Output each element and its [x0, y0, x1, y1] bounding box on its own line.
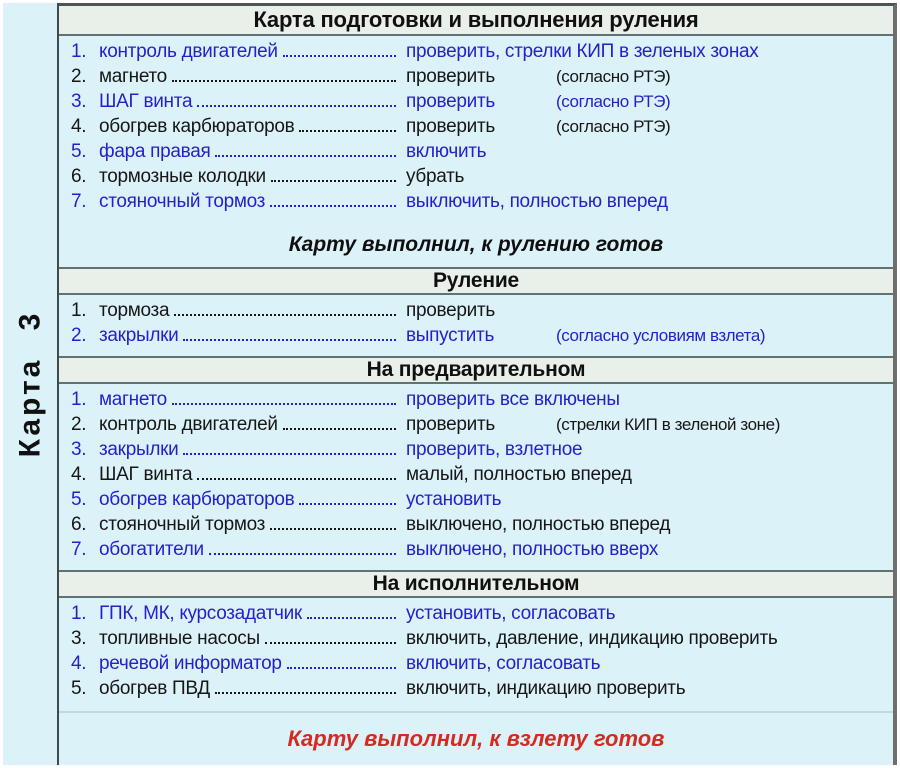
item-left-cell [71, 64, 406, 89]
item-number: 6. [71, 514, 87, 535]
item-label: закрылки [99, 325, 179, 346]
item-note: (согласно РТЭ) [556, 117, 671, 136]
item-left-cell [71, 437, 406, 462]
item-action: проверить [406, 116, 495, 137]
item-action: включить, согласовать [406, 653, 601, 674]
item-number: 1. [71, 300, 87, 321]
dots-leader [183, 339, 396, 341]
item-note: (согласно условиям взлета) [556, 326, 766, 345]
checklist-item [59, 39, 893, 64]
dots-leader [215, 692, 396, 694]
checklist-item [59, 298, 893, 323]
item-note: (стрелки КИП в зеленой зоне) [556, 415, 780, 434]
item-label: стояночный тормоз [99, 191, 266, 212]
checklist-item [59, 189, 893, 214]
item-action: включить, давление, индикацию проверить [406, 628, 778, 649]
checklist-item [59, 462, 893, 487]
checklist-item [59, 412, 893, 437]
card-sidebar [3, 3, 59, 765]
checklist-item [59, 164, 893, 189]
dots-leader [174, 314, 396, 316]
item-number: 1. [71, 603, 87, 624]
section-items [59, 36, 893, 222]
section-footer: Карту выполнил, к взлету готов [59, 711, 893, 762]
dots-leader [270, 528, 396, 530]
item-number: 1. [71, 41, 87, 62]
item-label: ШАГ винта [99, 464, 193, 485]
item-action: проверить [406, 300, 495, 321]
checklist-item [59, 676, 893, 701]
item-action: включить [406, 141, 487, 162]
checklist-item [59, 64, 893, 89]
item-number: 5. [71, 489, 87, 510]
item-left-cell [71, 537, 406, 562]
section-footer: Карту выполнил, к рулению готов [288, 233, 664, 256]
checklist-item [59, 626, 893, 651]
dots-leader [287, 667, 396, 669]
checklist-main [59, 3, 897, 765]
item-left-cell [71, 189, 406, 214]
item-label: тормозные колодки [99, 166, 266, 187]
item-number: 2. [71, 66, 87, 87]
checklist-item [59, 323, 893, 348]
dots-leader [265, 642, 396, 644]
dots-leader [172, 80, 396, 82]
checklist-item [59, 139, 893, 164]
item-action: проверить [406, 414, 495, 435]
item-label: топливные насосы [99, 628, 260, 649]
item-left-cell [71, 323, 406, 348]
dots-leader [299, 503, 396, 505]
item-action: малый, полностью вперед [406, 464, 632, 485]
item-number: 3. [71, 439, 87, 460]
item-left-cell [71, 387, 406, 412]
section-items [59, 598, 893, 709]
checklist-item [59, 487, 893, 512]
item-action: проверить, стрелки КИП в зеленых зонах [406, 41, 759, 62]
item-left-cell [71, 601, 406, 626]
item-left-cell [71, 512, 406, 537]
dots-leader [283, 55, 396, 57]
item-number: 5. [71, 678, 87, 699]
item-action: выключить, полностью вперед [406, 191, 668, 212]
item-action: убрать [406, 166, 465, 187]
item-action: выпустить [406, 325, 495, 346]
item-action: проверить, взлетное [406, 439, 583, 460]
item-label: фара правая [99, 141, 211, 162]
item-label: контроль двигателей [99, 41, 278, 62]
section-title: Руление [59, 267, 893, 295]
checklist-item [59, 387, 893, 412]
dots-leader [299, 130, 396, 132]
item-action: проверить [406, 66, 495, 87]
item-left-cell [71, 487, 406, 512]
checklist-item [59, 437, 893, 462]
item-left-cell [71, 626, 406, 651]
item-number: 2. [71, 325, 87, 346]
item-label: контроль двигателей [99, 414, 278, 435]
item-label: обогрев ПВД [99, 678, 210, 699]
item-left-cell [71, 676, 406, 701]
item-action: выключено, полностью вперед [406, 514, 671, 535]
item-number: 4. [71, 653, 87, 674]
dots-leader [271, 180, 396, 182]
item-note: (согласно РТЭ) [556, 67, 671, 86]
item-label: обогатители [99, 539, 204, 560]
dots-leader [307, 617, 396, 619]
item-left-cell [71, 651, 406, 676]
item-label: обогрев карбюраторов [99, 489, 295, 510]
dots-leader [183, 453, 396, 455]
item-number: 7. [71, 191, 87, 212]
dots-leader [209, 553, 396, 555]
item-number: 7. [71, 539, 87, 560]
item-action: включить, индикацию проверить [406, 678, 686, 699]
dots-leader [172, 403, 396, 405]
item-left-cell [71, 462, 406, 487]
item-left-cell [71, 164, 406, 189]
item-label: закрылки [99, 439, 179, 460]
checklist-item [59, 89, 893, 114]
item-number: 4. [71, 464, 87, 485]
item-action: установить, согласовать [406, 603, 616, 624]
item-left-cell [71, 114, 406, 139]
item-number: 3. [71, 628, 87, 649]
item-note: (согласно РТЭ) [556, 92, 671, 111]
item-action: установить [406, 489, 502, 510]
dots-leader [215, 155, 396, 157]
item-number: 4. [71, 116, 87, 137]
checklist-item [59, 601, 893, 626]
item-action: проверить [406, 91, 495, 112]
item-label: тормоза [99, 300, 170, 321]
item-action: проверить все включены [406, 389, 620, 410]
dots-leader [197, 105, 396, 107]
checklist-item [59, 512, 893, 537]
item-label: магнето [99, 389, 167, 410]
item-label: магнето [99, 66, 167, 87]
section-items [59, 295, 893, 356]
dots-leader [270, 205, 396, 207]
item-left-cell [71, 412, 406, 437]
dots-leader [197, 478, 396, 480]
item-label: стояночный тормоз [99, 514, 266, 535]
item-number: 2. [71, 414, 87, 435]
item-label: ШАГ винта [99, 91, 193, 112]
item-label: обогрев карбюраторов [99, 116, 295, 137]
checklist-item [59, 537, 893, 562]
item-number: 6. [71, 166, 87, 187]
item-number: 5. [71, 141, 87, 162]
card-number-label: Карта 3 [13, 310, 46, 458]
item-left-cell [71, 139, 406, 164]
section-title: Карта подготовки и выполнения руления [59, 6, 893, 36]
section-title: На исполнительном [59, 570, 893, 598]
item-action: выключено, полностью вверх [406, 539, 659, 560]
section-items [59, 384, 893, 570]
item-label: ГПК, МК, курсозадатчик [99, 603, 302, 624]
item-number: 3. [71, 91, 87, 112]
item-left-cell [71, 39, 406, 64]
item-left-cell [71, 298, 406, 323]
item-number: 1. [71, 389, 87, 410]
item-label: речевой информатор [99, 653, 282, 674]
item-left-cell [71, 89, 406, 114]
checklist-item [59, 651, 893, 676]
section-title: На предварительном [59, 356, 893, 384]
dots-leader [283, 428, 396, 430]
checklist-item [59, 114, 893, 139]
